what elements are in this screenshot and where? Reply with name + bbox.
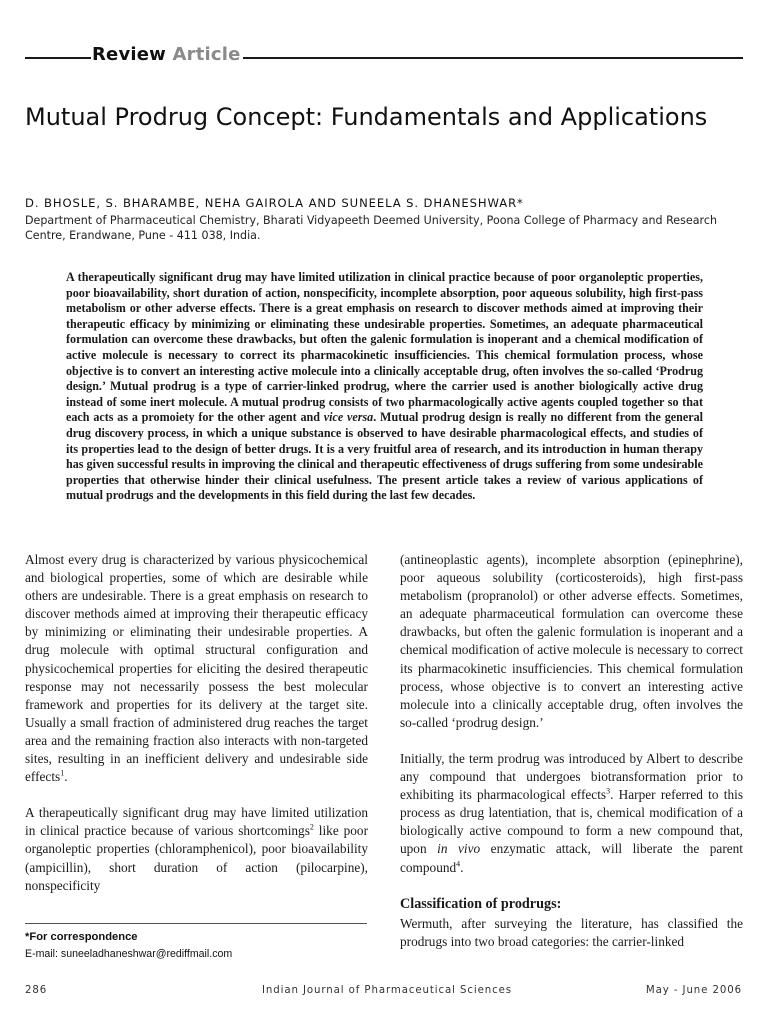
paragraph-text-end: . xyxy=(460,859,464,875)
header-rule-right xyxy=(243,57,743,59)
correspondence-email: E-mail: suneeladhaneshwar@rediffmail.com xyxy=(25,948,233,960)
abstract-text-2: . Mutual prodrug design is really no different from the general drug discovery process, in which a unique substance is observed to have desirable pharmacological effects, and studies of its properties lead to the design of better drugs. It is a very fruitful area of research, and its introduction in human therapy has given successful results in improving the clinical and therapeutic effectiveness of drugs suffering from some undesirable properties that otherwise hinder their clinical usefulness. The present article takes a review of various applications of mutual prodrugs and the developments in this field during the last few decades. xyxy=(66,410,703,503)
paragraph xyxy=(400,750,743,877)
section-label xyxy=(92,44,241,65)
section-label-article: Article xyxy=(172,44,241,65)
subheading: Classification of prodrugs: xyxy=(400,895,562,912)
body-column-left xyxy=(25,551,368,913)
abstract xyxy=(66,270,703,504)
paragraph-text-cont: . Harper referred to this process as drug latentiation, that is, chemical modification of a biologically active compound to form a new compound that, upon xyxy=(400,787,743,857)
paragraph-text: A therapeutically significant drug may have limited utilization in clinical practice because of various shortcomings xyxy=(25,805,368,839)
paragraph-text: Almost every drug is characterized by various physicochemical and biological properties, some of which are desirable while others are undesirable. There is a great emphasis on research to discover methods aimed at improving their therapeutic efficacy by minimizing or eliminating their undesirable properties. A drug molecule with optimal structural configuration and physicochemical properties for eliciting the desired therapeutic response may not necessarily possess the best molecular framework and properties for its delivery at the target site. Usually a small fraction of administered drug reaches the target area and the remaining fraction also interacts with non-targeted sites, resulting in an inefficient delivery and undesirable side effects xyxy=(25,552,368,785)
author-list: D. BHOSLE, S. BHARAMBE, NEHA GAIROLA AND SUNEELA S. DHANESHWAR* xyxy=(25,196,524,210)
paragraph-text-cont: enzymatic attack, will liberate the parent compound xyxy=(400,841,743,875)
affiliation: Department of Pharmaceutical Chemistry, Bharati Vidyapeeth Deemed University, Poona College of Pharmacy and Research Centre, Erandwane, Pune - 411 038, India. xyxy=(25,214,717,242)
citation-ref: 1 xyxy=(60,768,65,778)
italic-term: in vivo xyxy=(437,841,481,857)
issue-date: May - June 2006 xyxy=(645,985,742,996)
abstract-text-1: A therapeutically significant drug may have limited utilization in clinical practice because of poor organoleptic properties, poor bioavailability, short duration of action, nonspecificity, incomplete absorption, poor aqueous solubility, high first-pass metabolism or other adverse effects. There is a great emphasis on research to discover methods aimed at improving their therapeutic efficacy by minimizing or eliminating these undesirable properties. Sometimes, an adequate pharmaceutical formulation can overcome these drawbacks, but often the galenic formulation is inoperant and a chemical modification of active molecule is necessary to correct its pharmacokinetic insufficiencies. This chemical formulation process, whose objective is to convert an interesting active molecule into a clinically acceptable drug, often involves the so-called ‘Prodrug design.’ Mutual prodrug is a type of carrier-linked prodrug, where the carrier used is another biologically active drug instead of some inert molecule. A mutual prodrug consists of two pharmacologically active agents coupled together so that each acts as a promoiety for the other agent and xyxy=(66,270,703,425)
paragraph-text-cont: like poor organoleptic properties (chloramphenicol), poor bioavailability (ampicillin), short duration of action (pilocarpine), nonspecificity xyxy=(25,823,368,893)
footnote-rule xyxy=(25,923,367,924)
page-number: 286 xyxy=(25,985,48,996)
paragraph-text-end: . xyxy=(64,769,68,785)
citation-ref: 2 xyxy=(309,822,314,832)
citation-ref: 4 xyxy=(456,859,461,869)
section-label-review: Review xyxy=(92,44,167,65)
article-title: Mutual Prodrug Concept: Fundamentals and Applications xyxy=(25,103,708,131)
citation-ref: 3 xyxy=(606,786,611,796)
paragraph: (antineoplastic agents), incomplete absorption (epinephrine), poor aqueous solubility (corticosteroids), high first-pass metabolism (propranolol) or other adverse effects. Sometimes, an adequate pharmaceutical formulation can overcome these drawbacks, but often the galenic formulation is inoperant and a chemical modification of active molecule is necessary to correct its pharmacokinetic insufficiencies. This chemical formulation process, whose objective is to convert an interesting active molecule into a clinically acceptable drug, often involves the so-called ‘prodrug design.’ xyxy=(400,552,743,730)
header-rule-left xyxy=(25,57,91,59)
journal-name: Indian Journal of Pharmaceutical Sciences xyxy=(262,985,513,996)
paragraph-text: Initially, the term prodrug was introduced by Albert to describe any compound that undergoes biotransformation prior to exhibiting its pharmacological effects xyxy=(400,750,743,803)
abstract-italic: vice versa xyxy=(323,410,374,425)
paragraph xyxy=(25,804,368,894)
paragraph: Wermuth, after surveying the literature, has classified the prodrugs into two broad categories: the carrier-linked xyxy=(400,915,743,949)
body-column-right xyxy=(400,551,743,951)
paragraph xyxy=(25,551,368,786)
correspondence-label: *For correspondence xyxy=(25,931,138,943)
